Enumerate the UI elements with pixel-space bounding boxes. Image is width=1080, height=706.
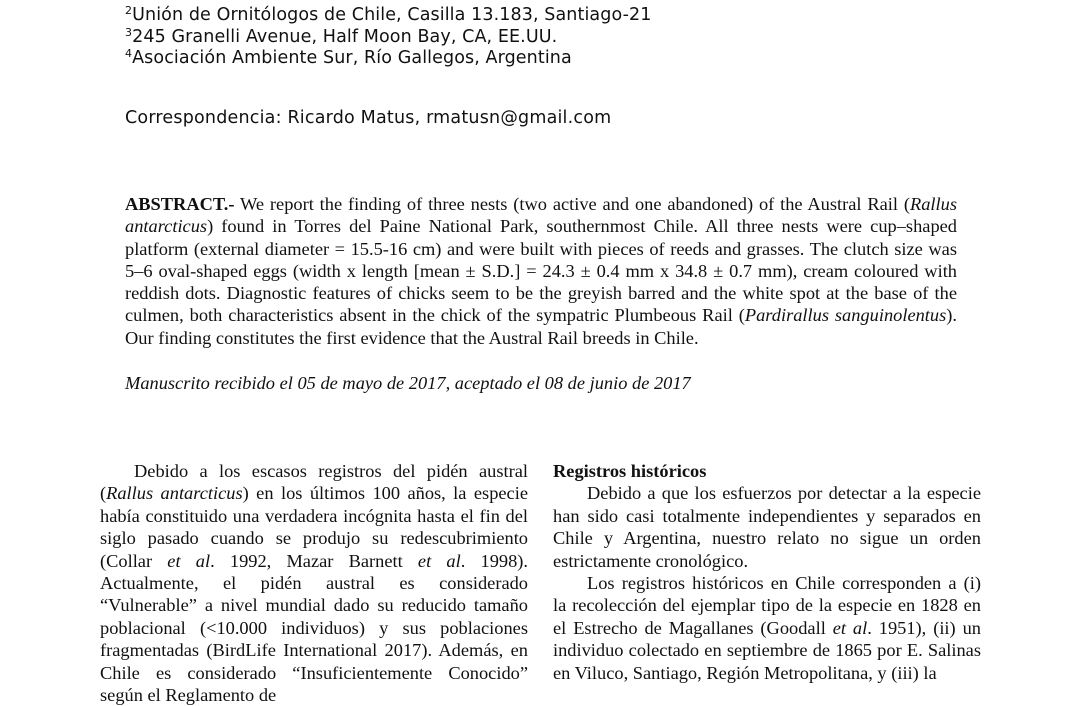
affiliation-3: $^3$245 Granelli Avenue, Half Moon Bay, CA, EE.UU. bbox=[125, 26, 558, 47]
abstract: ABSTRACT.- We report the finding of three nests (two active and one abandoned) of the Austral Rail (Rallus antarcticus) found in Torres del Paine National Park, southernmost Chile. All three nests were cup–shaped platform (external diameter = 15.5-16 cm) and were built with pieces of reeds and grasses. The clutch size was 5–6 oval-shaped eggs (width x length [mean ± S.D.] = 24.3 ± 0.4 mm x 34.8 ± 0.7 mm), cream coloured with reddish dots. Diagnostic features of chicks seem to be the greyish barred and the white spot at the base of the culmen, both characteristics absent in the chick of the sympatric Plumbeous Rail (Pardirallus sanguinolentus). Our finding constitutes the first evidence that the Austral Rail breeds in Chile. bbox=[125, 194, 957, 348]
correspondence: Correspondencia: Ricardo Matus, rmatusn@gmail.com bbox=[125, 108, 612, 128]
paragraph: Los registros históricos en Chile corresponden a (i) la recolección del ejemplar tipo de la especie en 1828 en el Estrecho de Magallanes (Goodall et al. 1951), (ii) un individuo colectado en septiembre de 1865 por E. Salinas en Vilucо, Santiago, Región Metropolitana, y (iii) la bbox=[553, 573, 981, 683]
paragraph: Debido a que los esfuerzos por detectar a la especie han sido casi totalmente independientes y separados en Chile y Argentina, nuestro relato no sigue un orden estrictamente cronológico. bbox=[553, 483, 981, 571]
species-name: Rallus antarcticus bbox=[125, 194, 957, 237]
received-dates: Manuscrito recibido el 05 de mayo de 2017, aceptado el 08 de junio de 2017 bbox=[125, 373, 691, 393]
section-heading: Registros históricos bbox=[553, 461, 707, 481]
intro-paragraph: Debido a los escasos registros del pidén austral (Rallus antarcticus) en los últimos 100 años, la especie había constituido una verdadera incógnita hasta el fin del siglo pasado cuando se produjo su redescubrimiento (Collar et al. 1992, Mazar Barnett et al. 1998). Actualmente, el pidén austral es considerado “Vulnerable” a nivel mundial dado su reducido tamaño poblacional (<10.000 individuos) y sus poblaciones fragmentadas (BirdLife International 2017). Además, en Chile es considerado “Insuficientemente Conocido” según el Reglamento de bbox=[100, 461, 528, 706]
left-column bbox=[100, 460, 528, 706]
right-column bbox=[553, 460, 981, 684]
affiliation-4: $^4$Asociación Ambiente Sur, Río Gallegos, Argentina bbox=[125, 47, 572, 68]
affiliation-2: $^2$Unión de Ornitólogos de Chile, Casilla 13.183, Santiago-21 bbox=[125, 4, 652, 25]
species-name: Pardirallus sanguinolentus bbox=[744, 305, 947, 326]
species-name: Rallus antarcticus bbox=[106, 483, 243, 504]
abstract-label: ABSTRACT.- bbox=[125, 194, 235, 214]
